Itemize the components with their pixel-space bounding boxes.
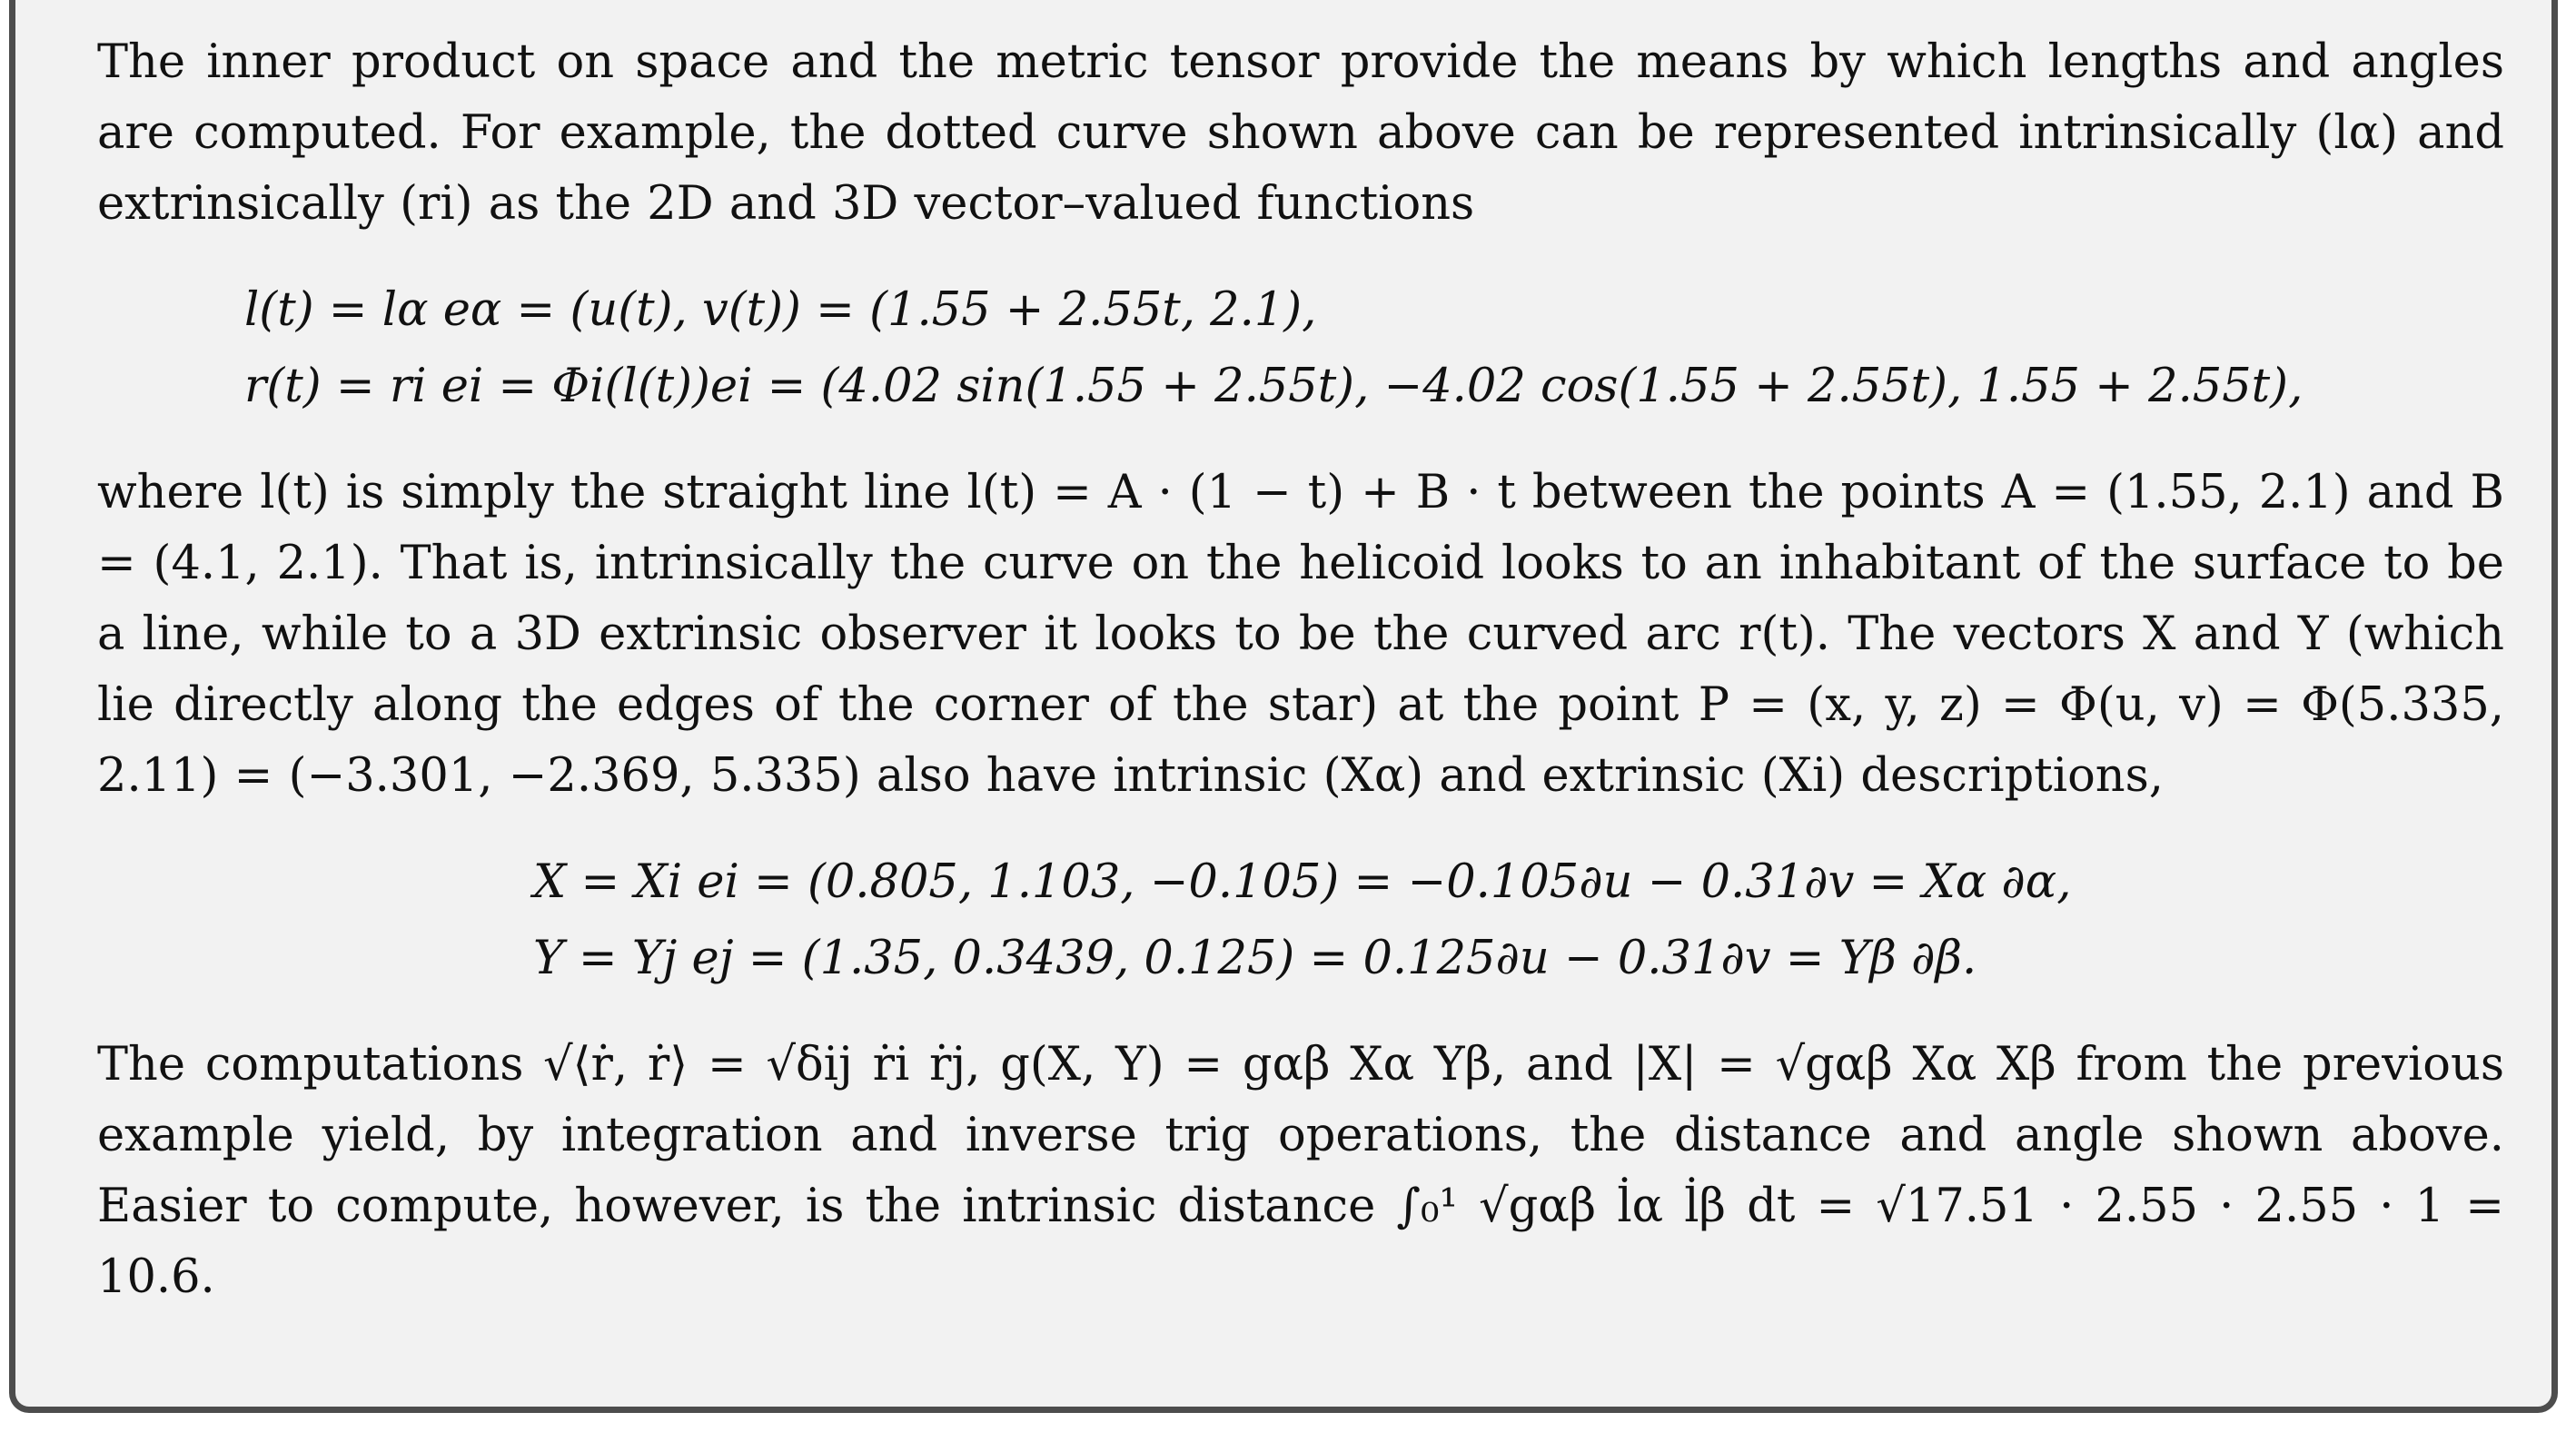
paragraph-computations: The computations √⟨ṙ, ṙ⟩ = √δij ṙi ṙj, g(X, Y) = gαβ Xα Yβ, and |X| = √gαβ Xα Xβ from the previous example yield, by integration and inverse trig operations, the distance and angle shown above. Easier to compute, however, is the intrinsic distance ∫₀¹ √gαβ l̇α l̇β dt = √17.51 · 2.55 · 2.55 · 1 = 10.6. [97, 1038, 2504, 1304]
document-content [97, 27, 2504, 1313]
paragraph-line-description: where l(t) is simply the straight line l(t) = A · (1 − t) + B · t between the points A = (1.55, 2.1) and B = (4.1, 2.1). That is, intrinsically the curve on the helicoid looks to an inhabitant of the surface to be a line, while to a 3D extrinsic observer it looks to be the curved arc r(t). The vectors X and Y (which lie directly along the edges of the corner of the star) at the point P = (x, y, z) = Φ(u, v) = Φ(5.335, 2.11) = (−3.301, −2.369, 5.335) also have intrinsic (Xα) and extrinsic (Xi) descriptions, [97, 466, 2504, 803]
equation-group-curve [97, 272, 2504, 425]
paragraph-intro: The inner product on space and the metric tensor provide the means by which lengths and angles are computed. For example, the dotted curve shown above can be represented intrinsically (lα) and extrinsically (ri) as the 2D and 3D vector–valued functions [97, 35, 2504, 231]
text-panel [9, 0, 2558, 1413]
equation-x-vector: X = Xi ei = (0.805, 1.103, −0.105) = −0.105∂u − 0.31∂v = Xα ∂α, [533, 855, 2072, 909]
equation-y-vector: Y = Yj ej = (1.35, 0.3439, 0.125) = 0.125∂u − 0.31∂v = Yβ ∂β. [533, 932, 1977, 985]
equation-l-t: l(t) = lα eα = (u(t), v(t)) = (1.55 + 2.55t, 2.1), [244, 283, 1317, 337]
equation-r-t: r(t) = ri ei = Φi(l(t))ei = (4.02 sin(1.55 + 2.55t), −4.02 cos(1.55 + 2.55t), 1.55 + 2.55t), [244, 360, 2304, 413]
equation-group-vectors [97, 844, 2504, 997]
